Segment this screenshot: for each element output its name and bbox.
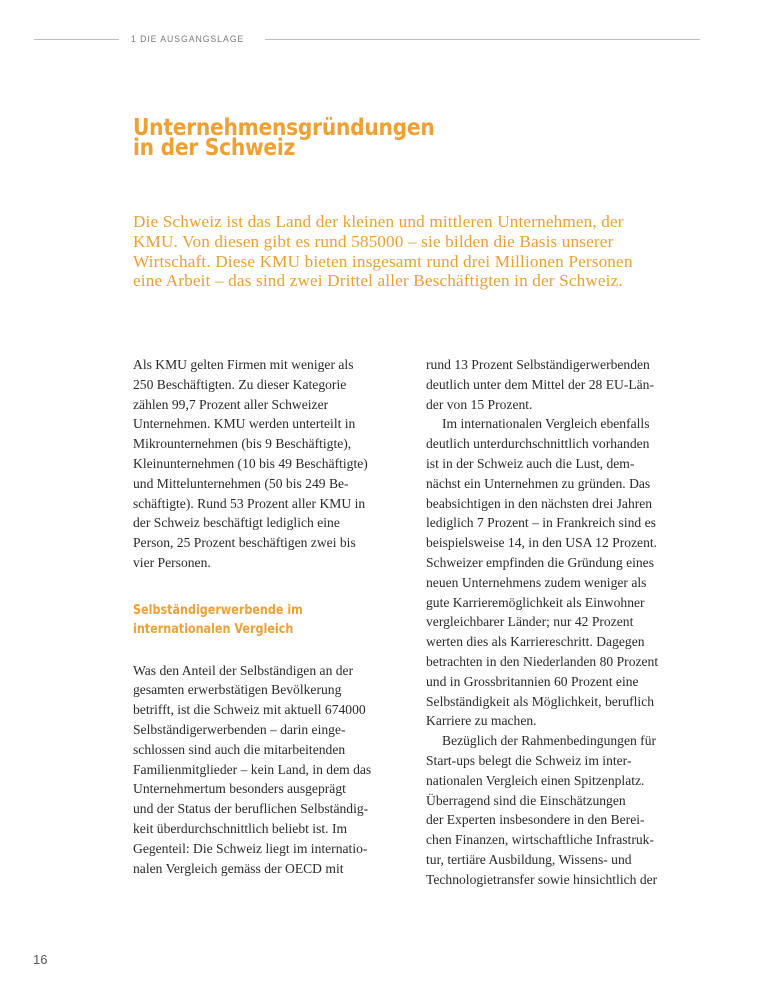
title-line: in der Schweiz — [133, 134, 296, 161]
page-title — [133, 112, 485, 161]
text-line: Als KMU gelten Firmen mit weniger als — [133, 357, 354, 372]
running-header — [34, 32, 700, 46]
text-line: ist in der Schweiz auch die Lust, dem- — [426, 455, 635, 471]
text-line: gesamten erwerbstätigen Bevölkerung — [133, 682, 342, 698]
subheading-line: internationalen Vergleich — [133, 621, 294, 637]
text-line: Unternehmen. KMU werden unterteilt in — [133, 416, 356, 432]
text-line: Selbständigkeit als Möglichkeit, beruflich — [426, 693, 655, 709]
text-line: 250 Beschäftigten. Zu dieser Kategorie — [133, 376, 347, 392]
text-line: gute Karrieremöglichkeit als Einwohner — [426, 594, 645, 610]
text-line: nationalen Vergleich einen Spitzenplatz. — [426, 772, 645, 788]
text-line: chen Finanzen, wirtschaftliche Infrastruk- — [426, 832, 654, 848]
text-line: Familienmitglieder – kein Land, in dem das — [133, 761, 372, 777]
text-line: Im internationalen Vergleich ebenfalls — [442, 416, 650, 432]
right-paragraph-1 — [426, 355, 711, 414]
right-column — [426, 355, 711, 890]
text-line: Mikrounternehmen (bis 9 Beschäftigte), — [133, 436, 352, 452]
subheading-line: Selbständigerwerbende im — [133, 602, 303, 618]
text-line: beabsichtigen in den nächsten drei Jahren — [426, 495, 653, 511]
text-line: Selbständigerwerbenden – darin einge- — [133, 721, 346, 737]
text-line: vier Personen. — [133, 554, 211, 570]
text-line: Unternehmertum besonders ausgeprägt — [133, 781, 346, 797]
text-line: schäftigte). Rund 53 Prozent aller KMU in — [133, 495, 366, 511]
text-line: Schweizer empfinden die Gründung eines — [426, 554, 655, 570]
lead-line: Wirtschaft. Diese KMU bieten insgesamt rund drei Millionen Personen — [133, 251, 633, 271]
text-line: der Schweiz beschäftigt lediglich eine — [133, 515, 340, 531]
text-line: betrifft, ist die Schweiz mit aktuell 674000 — [133, 702, 366, 718]
text-line: Kleinunternehmen (10 bis 49 Beschäftigte) — [133, 455, 368, 471]
text-line: tur, tertiäre Ausbildung, Wissens- und — [426, 851, 632, 867]
text-line: deutlich unter dem Mittel der 28 EU-Län- — [426, 376, 655, 392]
text-line: der von 15 Prozent. — [426, 396, 533, 412]
text-line: rund 13 Prozent Selbständigerwerbenden — [426, 357, 650, 372]
text-line: Karriere zu machen. — [426, 713, 537, 729]
text-line: beispielsweise 14, in den USA 12 Prozent. — [426, 535, 658, 551]
lead-line: Die Schweiz ist das Land der kleinen und mittleren Unternehmen, der — [133, 212, 624, 231]
title-line: Unternehmensgründungen — [133, 115, 435, 141]
right-paragraph-2 — [426, 414, 711, 731]
text-line: werten dies als Karriereschritt. Dagegen — [426, 634, 645, 650]
text-line: lediglich 7 Prozent – in Frankreich sind es — [426, 515, 656, 531]
lead-line: eine Arbeit – das sind zwei Drittel aller Beschäftigten in der Schweiz. — [133, 271, 623, 291]
left-column — [133, 355, 408, 878]
page-number: 16 — [33, 952, 48, 967]
text-line: und in Grossbritannien 60 Prozent eine — [426, 673, 639, 689]
header-rule-left — [34, 39, 119, 40]
left-paragraph-2 — [133, 661, 408, 879]
text-line: Überragend sind die Einschätzungen — [426, 792, 626, 808]
subheading — [133, 601, 408, 639]
paragraph-gap — [133, 573, 408, 593]
text-line: betrachten in den Niederlanden 80 Prozent — [426, 653, 659, 669]
text-line: nalen Vergleich gemäss der OECD mit — [133, 860, 344, 876]
header-rule-right — [265, 39, 700, 40]
text-line: Start-ups belegt die Schweiz im inter- — [426, 752, 632, 768]
right-paragraph-3 — [426, 731, 711, 889]
lead-line: KMU. Von diesen gibt es rund 585000 – sie bilden die Basis unserer — [133, 231, 614, 251]
text-line: Person, 25 Prozent beschäftigen zwei bis — [133, 535, 356, 551]
text-line: zählen 99,7 Prozent aller Schweizer — [133, 396, 329, 412]
text-line: Technologietransfer sowie hinsichtlich der — [426, 871, 658, 887]
text-line: Gegenteil: Die Schweiz liegt im internatio- — [133, 840, 368, 856]
left-paragraph-1 — [133, 355, 408, 573]
text-line: und Mittelunternehmen (50 bis 249 Be- — [133, 475, 349, 491]
text-line: nächst ein Unternehmen zu gründen. Das — [426, 475, 651, 491]
text-line: neuen Unternehmens zudem weniger als — [426, 574, 647, 590]
text-line: deutlich unterdurchschnittlich vorhanden — [426, 436, 650, 452]
text-line: schlossen sind auch die mitarbeitenden — [133, 741, 346, 757]
text-line: keit überdurchschnittlich beliebt ist. Im — [133, 820, 348, 836]
lead-paragraph — [133, 212, 708, 291]
text-line: und der Status der beruflichen Selbständig- — [133, 801, 369, 817]
text-line: vergleichbarer Länder; nur 42 Prozent — [426, 614, 634, 630]
section-label: 1 DIE AUSGANGSLAGE — [130, 33, 245, 45]
text-line: Bezüglich der Rahmenbedingungen für — [442, 733, 657, 749]
text-line: Was den Anteil der Selbständigen an der — [133, 662, 354, 678]
text-line: der Experten insbesondere in den Berei- — [426, 812, 645, 828]
